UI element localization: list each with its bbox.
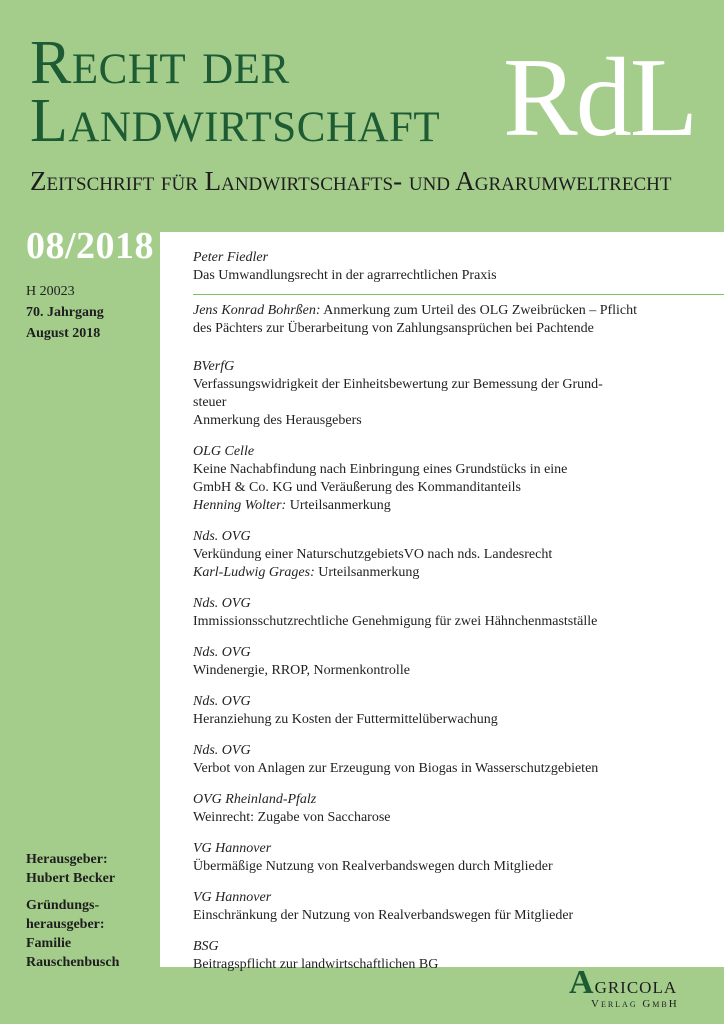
entry-title-line2: steuer [193, 395, 227, 410]
entry-court: BSG [193, 939, 219, 954]
publisher-sub: Verlag GmbH [591, 998, 679, 1010]
toc-entry [193, 249, 693, 285]
entry-title-line1: Heranziehung zu Kosten der Futtermittelüberwachung [193, 712, 498, 727]
toc-entry [193, 938, 693, 974]
entry-title-line1: Anmerkung zum Urteil des OLG Zweibrücken – Pflicht [323, 303, 638, 318]
founder-label-line1: Gründungs- [26, 898, 100, 913]
entry-author: Peter Fiedler [193, 250, 269, 265]
toc-entry [193, 595, 693, 631]
journal-title-line2: Landwirtschaft [30, 87, 441, 155]
toc-entry [193, 693, 693, 729]
publisher-name [569, 964, 679, 1001]
entry-court: OLG Celle [193, 444, 255, 459]
entry-court: Nds. OVG [193, 694, 251, 709]
issue-volume: 70. Jahrgang [26, 305, 104, 320]
toc-entry [193, 889, 693, 925]
entry-title-line2: GmbH & Co. KG und Veräußerung des Kommanditanteils [193, 480, 521, 495]
entry-court: BVerfG [193, 359, 235, 374]
editor-label: Herausgeber: [26, 852, 108, 867]
entry-court: VG Hannover [193, 890, 272, 905]
founder-name-line1: Familie [26, 936, 72, 951]
note-author: Karl-Ludwig Grages: [193, 565, 315, 580]
entry-court: Nds. OVG [193, 645, 251, 660]
entry-title-line1: Verfassungswidrigkeit der Einheitsbewertung zur Bemessung der Grund- [193, 377, 603, 392]
publisher-logo [569, 964, 679, 1010]
entry-title-line1: Keine Nachabfindung nach Einbringung eines Grundstücks in eine [193, 462, 568, 477]
entry-title-line1: Verbot von Anlagen zur Erzeugung von Biogas in Wasserschutzgebieten [193, 761, 599, 776]
toc-entry [193, 742, 693, 778]
entry-title-line1: Immissionsschutzrechtliche Genehmigung für zwei Hähnchenmastställe [193, 614, 598, 629]
toc-entry [193, 791, 693, 827]
entry-note [193, 497, 693, 515]
note-author: Henning Wolter: [193, 498, 287, 513]
entry-title-line1: Einschränkung der Nutzung von Realverbandswegen für Mitglieder [193, 908, 574, 923]
entry-title-line3: Anmerkung des Herausgebers [193, 413, 362, 428]
issue-number: 08/2018 [26, 225, 155, 267]
issue-code: H 20023 [26, 284, 75, 299]
table-of-contents [193, 249, 693, 987]
publisher-name-rest: gricola [594, 973, 678, 999]
entry-note [193, 564, 693, 582]
publisher-initial: A [569, 964, 595, 1001]
toc-entry [193, 840, 693, 876]
editor-name: Hubert Becker [26, 871, 116, 886]
entry-title-line2: des Pächters zur Überarbeitung von Zahlungsansprüchen bei Pachtende [193, 321, 594, 336]
entry-author: Jens Konrad Bohrßen: [193, 303, 321, 318]
founder-name-line2: Rauschenbusch [26, 955, 120, 970]
entry-title-line1: Übermäßige Nutzung von Realverbandswegen durch Mitglieder [193, 859, 553, 874]
toc-entry [193, 358, 693, 430]
toc-entry [193, 443, 693, 515]
journal-title-line1: Recht der [30, 29, 290, 97]
entry-title [193, 302, 693, 320]
founder-label-line2: herausgeber: [26, 917, 105, 932]
rdl-logo: RdL [503, 36, 697, 160]
entry-title-line1: Weinrecht: Zugabe von Saccharose [193, 810, 391, 825]
toc-entry [193, 302, 693, 338]
note-text: Urteilsanmerkung [318, 565, 420, 580]
entry-title: Das Umwandlungsrecht in der agrarrechtlichen Praxis [193, 268, 497, 283]
entry-title-line1: Verkündung einer NaturschutzgebietsVO nach nds. Landesrecht [193, 547, 553, 562]
toc-entry [193, 644, 693, 680]
journal-subtitle: Zeitschrift für Landwirtschafts- und Agrarumweltrecht [30, 166, 672, 196]
entry-court: Nds. OVG [193, 743, 251, 758]
credits [26, 850, 119, 972]
toc-entry [193, 528, 693, 582]
entry-court: Nds. OVG [193, 529, 251, 544]
issue-meta [26, 281, 104, 344]
entry-title-line1: Beitragspflicht zur landwirtschaftlichen BG [193, 957, 439, 972]
note-text: Urteilsanmerkung [289, 498, 391, 513]
entry-court: Nds. OVG [193, 596, 251, 611]
entry-court: OVG Rheinland-Pfalz [193, 792, 317, 807]
entry-title-line1: Windenergie, RROP, Normenkontrolle [193, 663, 410, 678]
entry-court: VG Hannover [193, 841, 272, 856]
issue-date: August 2018 [26, 326, 101, 341]
